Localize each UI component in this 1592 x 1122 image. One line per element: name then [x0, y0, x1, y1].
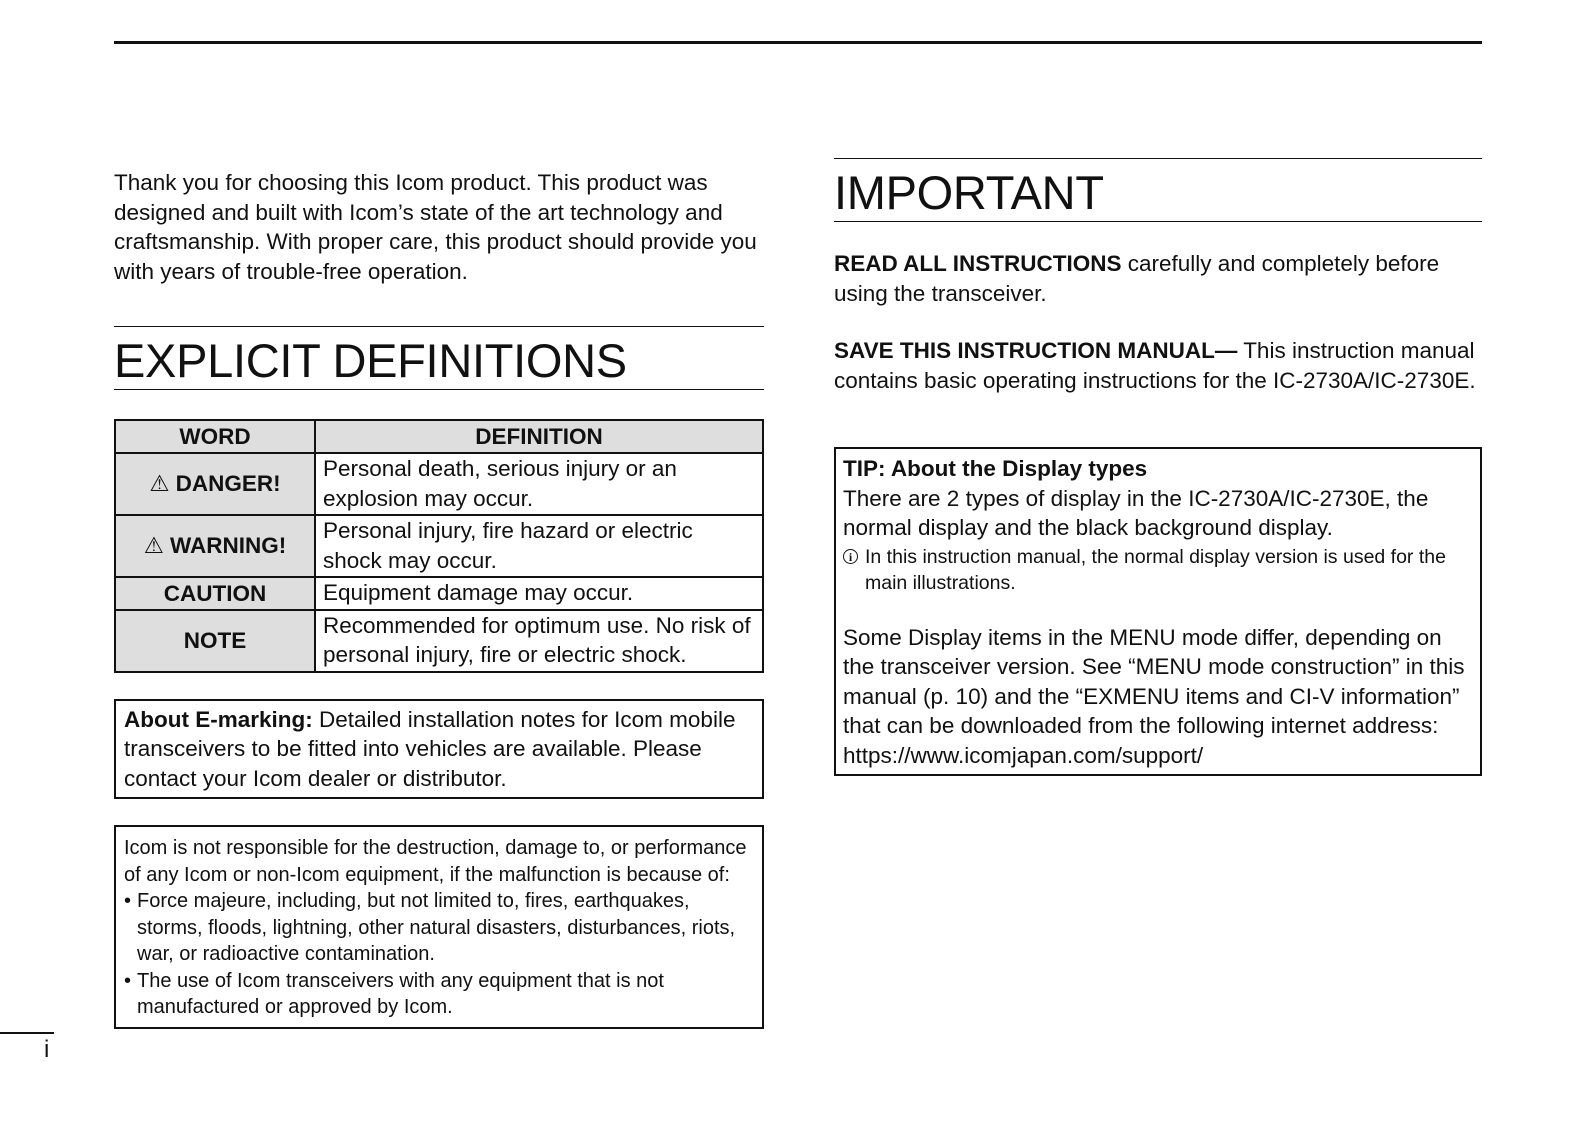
- header-definition: DEFINITION: [315, 420, 763, 453]
- warning-triangle-icon: ⚠: [143, 533, 164, 559]
- page-number: i: [44, 1036, 50, 1063]
- word-cell: [115, 577, 315, 610]
- table-row: [115, 577, 763, 610]
- save-manual-paragraph: [834, 336, 1482, 395]
- emarking-label: About E-marking:: [124, 706, 313, 732]
- definition-cell: Equipment damage may occur.: [315, 577, 763, 610]
- disclaimer-list: [124, 888, 754, 1021]
- emarking-box: [114, 699, 764, 800]
- word-cell: [115, 453, 315, 515]
- top-rule: [114, 41, 1482, 44]
- list-item: • Force majeure, including, but not limited to, fires, earthquakes, storms, floods, lightning, other natural disasters, disturbances, riots, war, or radioactive contamination.: [124, 888, 754, 968]
- tip-box: [834, 447, 1482, 776]
- save-bold: SAVE THIS INSTRUCTION MANUAL—: [834, 338, 1238, 363]
- intro-paragraph: Thank you for choosing this Icom product. This product was designed and built with Icom’s state of the art technology and craftsmanship. With proper care, this product should provide you with years of trouble-free operation.: [114, 170, 757, 284]
- definition-cell: Personal injury, fire hazard or electric shock may occur.: [315, 515, 763, 577]
- read-all-paragraph: [834, 249, 1482, 308]
- tip-extra-text: Some Display items in the MENU mode differ, depending on the transceiver version. See “MENU mode construction” in this manual (p. 10) and the “EXMENU items and CI-V information” that can be downloaded from the following internet address:: [843, 624, 1465, 738]
- explicit-definitions-heading: EXPLICIT DEFINITIONS: [114, 326, 764, 390]
- tip-text: There are 2 types of display in the IC-2730A/IC-2730E, the normal display and the black background display.: [843, 485, 1429, 540]
- right-column: [834, 158, 1482, 776]
- list-item: • The use of Icom transceivers with any equipment that is not manufactured or approved by Icom.: [124, 968, 754, 1021]
- table-row: [115, 453, 763, 515]
- read-all-bold: READ ALL INSTRUCTIONS: [834, 251, 1122, 276]
- support-url[interactable]: https://www.icomjapan.com/support/: [843, 742, 1204, 768]
- table-header-row: [115, 420, 763, 453]
- table-row: [115, 515, 763, 577]
- left-column: [114, 168, 764, 1029]
- definitions-table: [114, 419, 764, 673]
- word-label: NOTE: [183, 627, 247, 653]
- emarking-text: Detailed installation notes for Icom mobile transceivers to be fitted into vehicles are available. Please contact your Icom dealer or distributor.: [124, 706, 736, 791]
- word-label: WARNING!: [169, 533, 287, 559]
- word-label: DANGER!: [175, 471, 281, 497]
- page-number-rule: [0, 1032, 54, 1034]
- word-label: CAUTION: [163, 580, 267, 606]
- important-heading: IMPORTANT: [834, 158, 1482, 222]
- definition-cell: Personal death, serious injury or an explosion may occur.: [315, 453, 763, 515]
- tip-note: [843, 544, 1473, 596]
- read-all-text: carefully and completely before using the transceiver.: [834, 251, 1440, 306]
- tip-title: TIP: About the Display types: [843, 456, 1148, 481]
- tip-note-text: In this instruction manual, the normal display version is used for the main illustrations.: [865, 545, 1446, 594]
- info-icon: i: [843, 549, 858, 564]
- definition-cell: Recommended for optimum use. No risk of personal injury, fire or electric shock.: [315, 610, 763, 672]
- word-cell: [115, 515, 315, 577]
- header-word: WORD: [115, 420, 315, 453]
- save-text: This instruction manual contains basic operating instructions for the IC-2730A/IC-2730E.: [834, 338, 1476, 393]
- table-row: [115, 610, 763, 672]
- warning-triangle-icon: ⚠: [149, 471, 170, 497]
- disclaimer-box: [114, 825, 764, 1029]
- word-cell: [115, 610, 315, 672]
- disclaimer-intro: Icom is not responsible for the destruction, damage to, or performance of any Icom or non-Icom equipment, if the malfunction is because of:: [124, 837, 747, 886]
